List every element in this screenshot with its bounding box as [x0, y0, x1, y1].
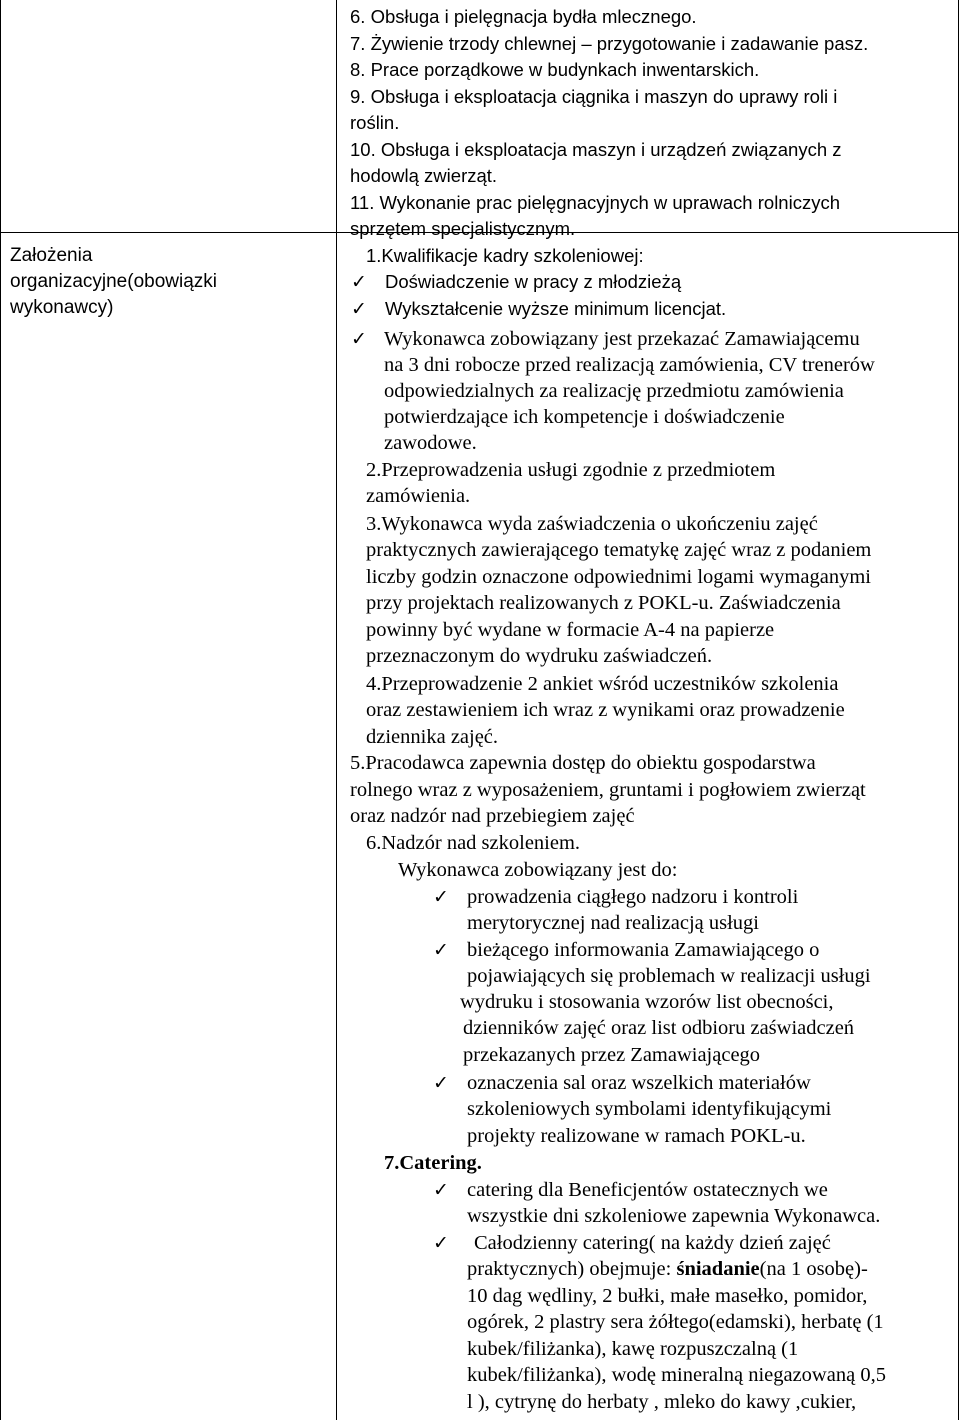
- paragraph-line: praktycznych zawierającego tematykę zajęć wraz z podaniem: [366, 539, 872, 561]
- bullet-text: pojawiających się problemach w realizacji usługi: [467, 965, 871, 987]
- list-item-continuation: roślin.: [350, 112, 400, 133]
- row-label-line: wykonawcy): [10, 297, 114, 318]
- section-heading: 6.Nadzór nad szkoleniem.: [366, 832, 581, 854]
- paragraph-line: zamówienia.: [366, 485, 471, 507]
- section-heading: 7.Catering.: [384, 1152, 482, 1174]
- list-item-continuation: hodowlą zwierząt.: [350, 165, 498, 186]
- bullet-text: [467, 1256, 868, 1282]
- bullet-text-bold: śniadanie: [676, 1258, 760, 1280]
- paragraph-line: przy projektach realizowanych z POKL-u. Zaświadczenia: [366, 592, 841, 614]
- paragraph-line: 3.Wykonawca wyda zaświadczenia o ukończeniu zajęć: [366, 513, 818, 535]
- check-mark-icon: ✓: [351, 298, 367, 320]
- paragraph-line: 5.Pracodawca zapewnia dostęp do obiektu gospodarstwa: [350, 752, 816, 774]
- bullet-text: Wykształcenie wyższe minimum licencjat.: [385, 298, 727, 319]
- bullet-text: merytorycznej nad realizacją usługi: [467, 912, 759, 934]
- bullet-text: dzienników zajęć oraz list odbioru zaświadczeń: [463, 1017, 855, 1039]
- bullet-text: kubek/filiżanka), kawę rozpuszczalną (1: [467, 1338, 799, 1360]
- paragraph-line: potwierdzające ich kompetencje i doświadczenie: [384, 406, 785, 428]
- bullet-text: ogórek, 2 plastry sera żółtego(edamski), herbatę (1: [467, 1311, 884, 1333]
- paragraph-line: odpowiedzialnych za realizację przedmiotu zamówienia: [384, 380, 844, 402]
- paragraph-line: Wykonawca zobowiązany jest do:: [398, 859, 678, 881]
- row-label-line: Założenia: [10, 245, 93, 266]
- bullet-text: 10 dag wędliny, 2 bułki, małe masełko, pomidor,: [467, 1285, 868, 1307]
- bullet-text: oznaczenia sal oraz wszelkich materiałów: [467, 1072, 811, 1094]
- paragraph-line: rolnego wraz z wyposażeniem, gruntami i pogłowiem zwierząt: [350, 779, 866, 801]
- paragraph-line: zawodowe.: [384, 432, 477, 454]
- list-item: 8. Prace porządkowe w budynkach inwentarskich.: [350, 59, 760, 80]
- list-item: 9. Obsługa i eksploatacja ciągnika i maszyn do uprawy roli i: [350, 86, 838, 107]
- bullet-text-part: praktycznych) obejmuje:: [467, 1258, 677, 1280]
- column-divider: [336, 0, 337, 1420]
- paragraph-line: liczby godzin oznaczone odpowiednimi logami wymaganymi: [366, 566, 871, 588]
- list-item: 6. Obsługa i pielęgnacja bydła mlecznego.: [350, 6, 697, 27]
- bullet-text: catering dla Beneficjentów ostatecznych we: [467, 1179, 828, 1201]
- bullet-text: bieżącego informowania Zamawiającego o: [467, 939, 820, 961]
- paragraph-line: powinny być wydane w formacie A-4 na papierze: [366, 619, 775, 641]
- list-item-continuation: sprzętem specjalistycznym.: [350, 218, 576, 239]
- paragraph-line: 2.Przeprowadzenia usługi zgodnie z przedmiotem: [366, 459, 776, 481]
- check-mark-icon: ✓: [433, 1179, 449, 1201]
- list-item: 10. Obsługa i eksploatacja maszyn i urządzeń związanych z: [350, 139, 842, 160]
- bullet-text: wszystkie dni szkoleniowe zapewnia Wykonawca.: [467, 1205, 881, 1227]
- paragraph-line: oraz zestawieniem ich wraz z wynikami oraz prowadzenie: [366, 699, 845, 721]
- check-mark-icon: ✓: [351, 328, 367, 350]
- paragraph-line: na 3 dni robocze przed realizacją zamówienia, CV trenerów: [384, 354, 875, 376]
- bullet-text: Całodzienny catering( na każdy dzień zajęć: [474, 1232, 831, 1254]
- check-mark-icon: ✓: [433, 939, 449, 961]
- bullet-text-part: (na 1 osobę)-: [759, 1258, 868, 1280]
- paragraph-line: dziennika zajęć.: [366, 726, 499, 748]
- bullet-text: projekty realizowane w ramach POKL-u.: [467, 1125, 806, 1147]
- paragraph-line: oraz nadzór nad przebiegiem zajęć: [350, 805, 635, 827]
- check-mark-icon: ✓: [433, 1072, 449, 1094]
- list-item: 11. Wykonanie prac pielęgnacyjnych w uprawach rolniczych: [350, 192, 840, 213]
- check-mark-icon: ✓: [433, 1232, 449, 1254]
- check-mark-icon: ✓: [433, 886, 449, 908]
- bullet-text: szkoleniowych symbolami identyfikującymi: [467, 1098, 832, 1120]
- paragraph-line: Wykonawca zobowiązany jest przekazać Zamawiającemu: [384, 328, 860, 350]
- row-label-line: organizacyjne(obowiązki: [10, 271, 217, 292]
- bullet-text: wydruku i stosowania wzorów list obecności,: [460, 991, 834, 1013]
- bullet-text: kubek/filiżanka), wodę mineralną niegazowaną 0,5: [467, 1364, 886, 1386]
- bullet-text: prowadzenia ciągłego nadzoru i kontroli: [467, 886, 799, 908]
- paragraph-line: 4.Przeprowadzenie 2 ankiet wśród uczestników szkolenia: [366, 673, 839, 695]
- check-mark-icon: ✓: [351, 271, 367, 293]
- section-heading: 1.Kwalifikacje kadry szkoleniowej:: [366, 245, 644, 266]
- list-item: 7. Żywienie trzody chlewnej – przygotowanie i zadawanie pasz.: [350, 33, 869, 54]
- bullet-text: Doświadczenie w pracy z młodzieżą: [385, 271, 682, 292]
- paragraph-line: przeznaczonym do wydruku zaświadczeń.: [366, 645, 713, 667]
- bullet-text: przekazanych przez Zamawiającego: [463, 1044, 761, 1066]
- bullet-text: l ), cytrynę do herbaty , mleko do kawy ,cukier,: [467, 1391, 857, 1413]
